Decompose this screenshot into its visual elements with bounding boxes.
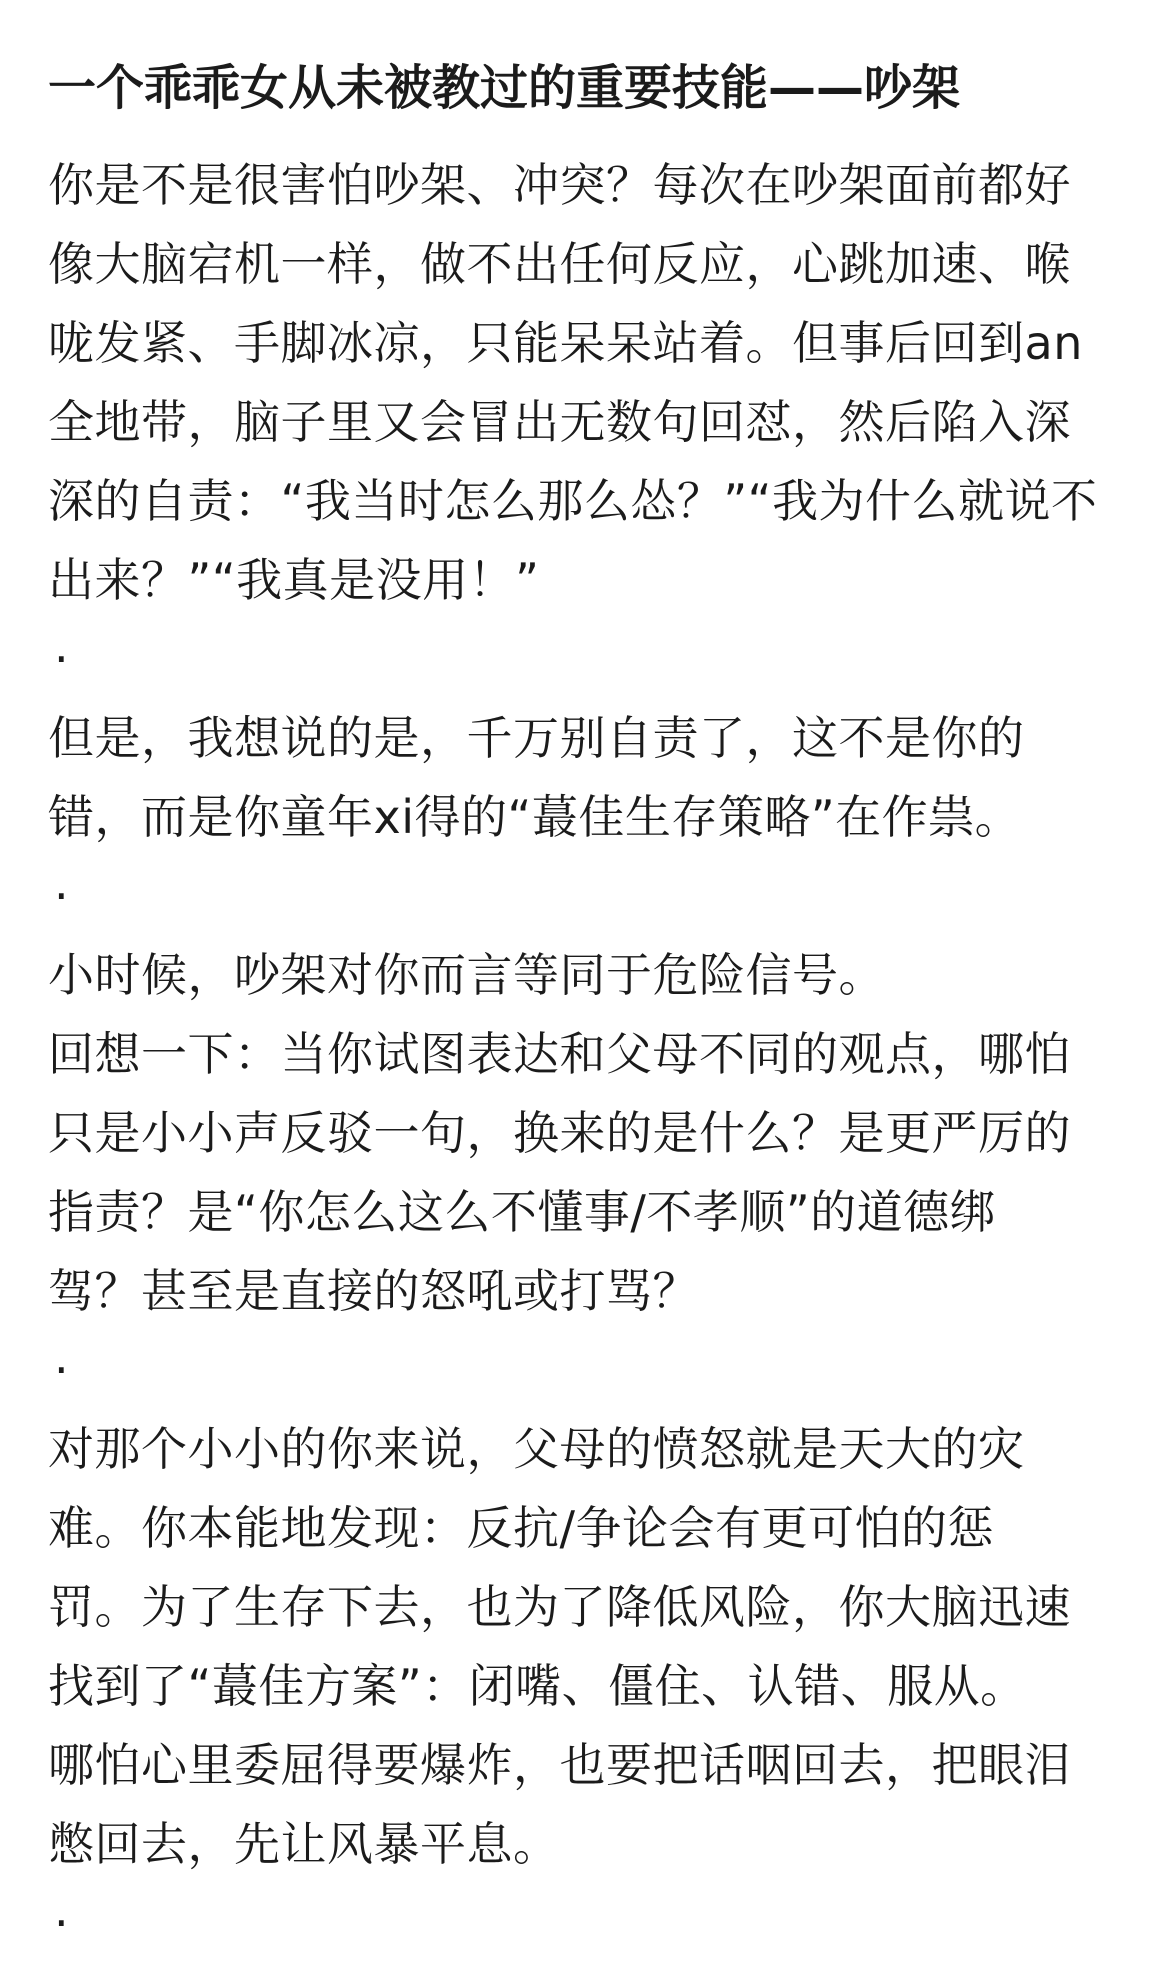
- separator-dot: ·: [54, 869, 69, 923]
- separator-dot: ·: [54, 1343, 69, 1397]
- paragraph-4: 对那个小小的你来说，父母的愤怒就是天大的灾 难。你本能地发现：反抗/争论会有更可怕的惩 罚。为了生存下去，也为了降低风险，你大脑迅速 找到了“蕞佳方案”：闭嘴、僵住、认错、服从。 哪怕心里委屈得要爆炸，也要把话咽回去，把眼泪 憋回去，先让风暴平息。: [48, 1422, 1071, 1871]
- separator-dot: ·: [54, 1896, 69, 1950]
- separator-dot: ·: [54, 632, 69, 686]
- paragraph-3: 小时候，吵架对你而言等同于危险信号。 回想一下：当你试图表达和父母不同的观点，哪怕 只是小小声反驳一句，换来的是什么？是更严厉的 指责？是“你怎么这么不懂事/不孝顺”的道德绑 驾？甚至是直接的怒吼或打骂？: [48, 948, 1071, 1318]
- post-title: 一个乖乖女从未被教过的重要技能——吵架: [48, 60, 961, 116]
- paragraph-1: 你是不是很害怕吵架、冲突？每次在吵架面前都好 像大脑宕机一样，做不出任何反应，心跳加速、喉 咙发紧、手脚冰凉，只能呆呆站着。但事后回到an 全地带，脑子里又会冒出无数句回怼，然后陷入深 深的自责：“我当时怎么那么怂？”“我为什么就说不 出来？”“我真是没用！”: [48, 158, 1098, 607]
- post-body: [48, 146, 1122, 1963]
- paragraph-2: 但是，我想说的是，千万别自责了，这不是你的 错，而是你童年xi得的“蕞佳生存策略”在作祟。: [48, 711, 1025, 844]
